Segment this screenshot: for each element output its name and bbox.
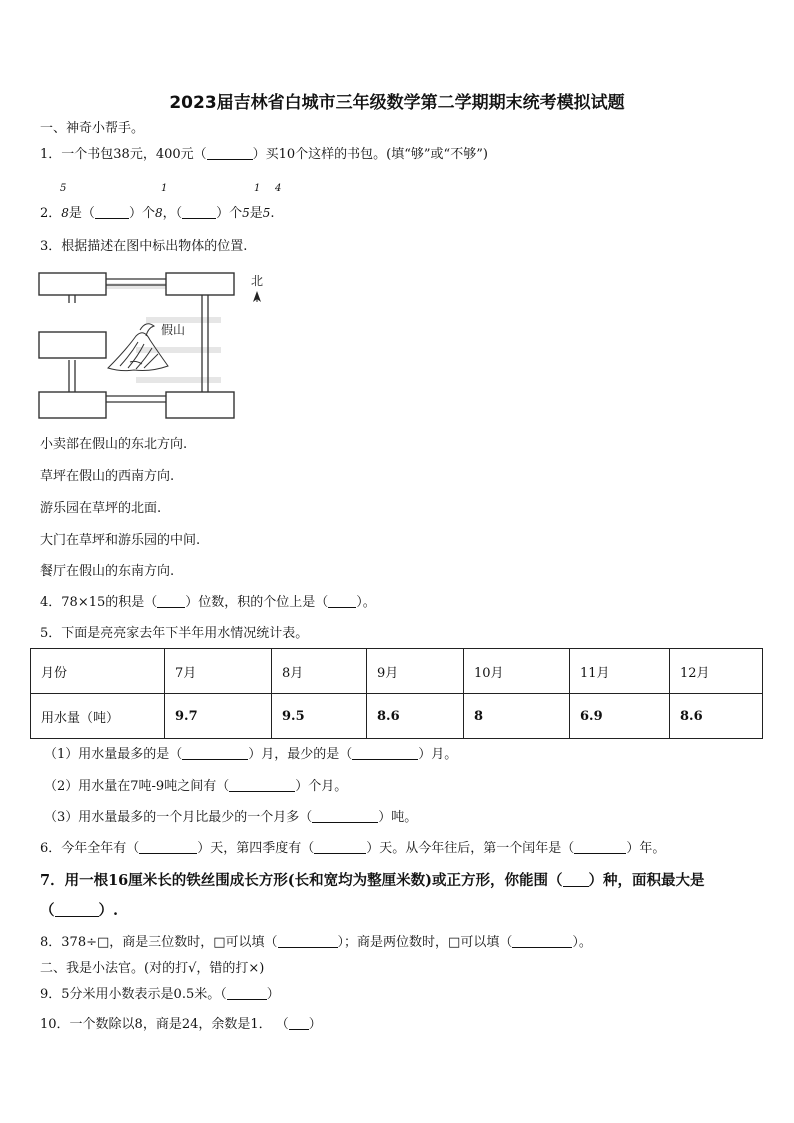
answer-blank[interactable]	[312, 810, 378, 823]
answer-blank[interactable]	[352, 747, 418, 760]
answer-blank[interactable]	[182, 206, 216, 219]
description-line: 餐厅在假山的东南方向.	[40, 564, 175, 579]
question-5-text: ）月，最少的是（	[248, 747, 353, 762]
question-2-text: 是	[249, 206, 263, 221]
location-box[interactable]	[166, 273, 234, 295]
hill-label: 假山	[161, 323, 186, 337]
question-2-text: ）个	[128, 206, 155, 221]
answer-blank[interactable]	[207, 147, 253, 160]
question-5-text: ）月。	[418, 747, 458, 762]
question-10-text: 10．一个数除以8，商是24，余数是1． （	[40, 1017, 289, 1032]
fraction-denominator: 8	[154, 206, 163, 220]
table-cell: 12月	[670, 649, 763, 694]
question-9-text: 9．5分米用小数表示是0.5米。（	[40, 987, 227, 1002]
question-8	[40, 935, 592, 951]
question-2-text: .	[270, 206, 275, 221]
question-5-text: （3）用水量最多的一个月比最少的一个月多（	[44, 810, 313, 825]
table-cell: 8.6	[367, 694, 464, 739]
location-box[interactable]	[39, 392, 106, 418]
question-2-text: ，（	[162, 206, 183, 221]
question-9	[40, 987, 280, 1003]
page-title: 2023届吉林省白城市三年级数学第二学期期末统考模拟试题	[169, 93, 625, 113]
question-6	[40, 841, 665, 857]
answer-blank[interactable]	[229, 779, 295, 792]
location-box[interactable]	[39, 332, 106, 358]
answer-blank[interactable]	[289, 1017, 309, 1030]
answer-blank[interactable]	[563, 874, 589, 887]
question-9-text: ）	[266, 987, 280, 1002]
answer-blank[interactable]	[55, 904, 99, 917]
question-4-text: ）。	[356, 595, 376, 610]
table-cell: 7月	[165, 649, 272, 694]
section-heading-2: 二、我是小法官。(对的打√，错的打×)	[40, 961, 265, 976]
question-7	[40, 872, 705, 890]
location-box[interactable]	[39, 273, 106, 295]
table-header-cell: 用水量（吨）	[31, 694, 165, 739]
table-cell: 8月	[272, 649, 367, 694]
question-6-text: 6．今年全年有（	[40, 841, 140, 856]
north-label: 北	[251, 274, 264, 288]
question-2-text: 是（	[68, 206, 95, 221]
question-2	[40, 205, 275, 222]
answer-blank[interactable]	[95, 206, 129, 219]
answer-blank[interactable]	[182, 747, 248, 760]
question-5-sub-1	[44, 747, 457, 763]
description-line: 小卖部在假山的东北方向.	[40, 437, 188, 452]
location-diagram	[36, 270, 266, 422]
table-row	[31, 649, 763, 694]
question-6-text: ）年。	[626, 841, 666, 856]
location-box[interactable]	[166, 392, 234, 418]
question-6-text: ）天。从今年往后，第一个闰年是（	[366, 841, 575, 856]
table-cell: 10月	[464, 649, 570, 694]
table-cell: 9月	[367, 649, 464, 694]
answer-blank[interactable]	[512, 935, 572, 948]
fraction-numerator: 1	[161, 183, 168, 194]
question-2-text: ）个	[216, 206, 243, 221]
question-3: 3．根据描述在图中标出物体的位置.	[40, 239, 248, 254]
question-7-text: ）.	[98, 902, 119, 919]
question-5-text: ）个月。	[295, 779, 348, 794]
fraction-denominator: 8	[61, 206, 69, 220]
table-cell: 11月	[570, 649, 670, 694]
table-cell: 9.5	[272, 694, 367, 739]
question-2-num: 2．	[40, 206, 62, 221]
description-line: 游乐园在草坪的北面.	[40, 501, 162, 516]
question-4-text: 4．78×15的积是（	[40, 595, 158, 610]
question-6-text: ）天，第四季度有（	[197, 841, 315, 856]
description-line: 草坪在假山的西南方向.	[40, 469, 175, 484]
question-1	[40, 147, 488, 163]
question-4	[40, 595, 376, 611]
question-4-text: ）位数，积的个位上是（	[185, 595, 329, 610]
table-cell: 8.6	[670, 694, 763, 739]
table-cell: 9.7	[165, 694, 272, 739]
answer-blank[interactable]	[314, 841, 366, 854]
table-cell: 6.9	[570, 694, 670, 739]
answer-blank[interactable]	[574, 841, 626, 854]
answer-blank[interactable]	[227, 987, 267, 1000]
question-10	[40, 1017, 322, 1033]
answer-blank[interactable]	[139, 841, 197, 854]
question-5-text: （2）用水量在7吨-9吨之间有（	[44, 779, 230, 794]
description-line: 大门在草坪和游乐园的中间.	[40, 533, 201, 548]
question-7-text: （	[40, 902, 55, 919]
table-cell: 8	[464, 694, 570, 739]
fraction-numerator: 1	[254, 183, 261, 194]
question-1-suffix: ）买10个这样的书包。(填“够”或“不够”)	[252, 147, 488, 162]
question-10-text: ）	[308, 1017, 322, 1032]
answer-blank[interactable]	[278, 935, 338, 948]
fraction-numerator: 4	[275, 183, 282, 194]
question-5-sub-2	[44, 779, 347, 795]
question-5-text: （1）用水量最多的是（	[44, 747, 183, 762]
answer-blank[interactable]	[328, 595, 356, 608]
fraction-numerator: 5	[60, 183, 67, 194]
question-8-text: ）。	[572, 935, 592, 950]
fraction-denominator: 5	[242, 206, 250, 220]
question-7-text: ）种，面积最大是	[588, 872, 705, 889]
question-8-text: ）；商是两位数时，□可以填（	[337, 935, 513, 950]
question-5-sub-3	[44, 810, 417, 826]
question-7-line-2	[40, 902, 118, 920]
table-header-cell: 月份	[31, 649, 165, 694]
section-heading-1: 一、神奇小帮手。	[40, 121, 145, 136]
question-1-prefix: 1．一个书包38元，400元（	[40, 147, 207, 162]
question-7-text: 7．用一根16厘米长的铁丝围成长方形(长和宽均为整厘米数)或正方形，你能围（	[40, 872, 563, 889]
table-row	[31, 694, 763, 739]
answer-blank[interactable]	[157, 595, 185, 608]
fraction-denominator: 5	[262, 206, 271, 220]
question-8-text: 8．378÷□，商是三位数时，□可以填（	[40, 935, 278, 950]
question-5-text: ）吨。	[378, 810, 418, 825]
question-5: 5．下面是亮亮家去年下半年用水情况统计表。	[40, 626, 309, 641]
water-usage-table	[30, 648, 763, 739]
